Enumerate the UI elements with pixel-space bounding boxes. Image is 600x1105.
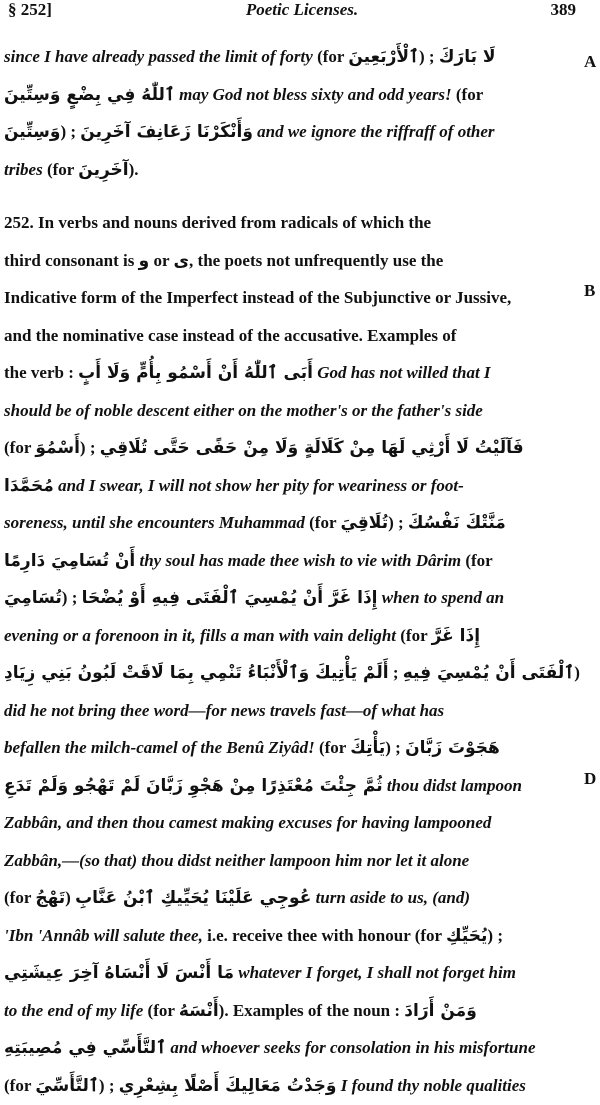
body-text: (for	[400, 625, 432, 645]
arabic-text: وَأَنْكَرْنَا زَعَانِفَ آخَرِينَ	[80, 122, 253, 142]
translation-text: Zabbân, and then thou camest making excuses for having lampooned	[4, 813, 492, 832]
text-line	[4, 879, 574, 917]
text-line	[4, 504, 574, 542]
text-line	[4, 804, 574, 842]
body-text: ) ;	[385, 738, 406, 757]
body-text: ) ;	[79, 438, 100, 457]
text-line	[4, 1067, 574, 1105]
arabic-text: يَأْتِكَ	[350, 738, 386, 758]
arabic-text: مُحَمَّدَا	[4, 475, 54, 496]
arabic-text: تُسَامِيَ	[4, 588, 62, 608]
arabic-text: هَجَوْتَ زَبَّانَ	[405, 738, 500, 758]
translation-text: thy soul has made thee wish to vie with Dârim	[135, 550, 466, 570]
body-text: (for	[318, 738, 351, 757]
text-line	[4, 242, 574, 280]
arabic-text: ٱلتَّأَسِّيَ	[35, 1075, 99, 1096]
arabic-text: ٱللّٰهُ فِي بِضْعٍ وَسِتِّينَ	[4, 84, 175, 105]
arabic-text: ٱلتَّأَسِّي فِي مُصِيبَتِهِ	[4, 1038, 167, 1058]
text-line	[4, 76, 574, 114]
body-text: ) ;	[60, 122, 81, 141]
text-line	[4, 729, 574, 767]
arabic-text: ٱلْفَتَى أَنْ يُمْسِيَ فِيهِ	[402, 663, 575, 683]
text-line	[4, 654, 580, 692]
translation-text: Zabbân,—(so that) thou didst neither lampoon him nor let it alone	[4, 850, 470, 870]
body-text: )	[574, 663, 580, 682]
text-line	[4, 992, 574, 1030]
body-text: )	[65, 888, 76, 907]
arabic-text: ى	[173, 250, 190, 271]
body-text: (for	[309, 513, 341, 532]
arabic-text: ٱلْأَرْبَعِينَ	[348, 47, 419, 67]
translation-text: 'Ibn 'Annâb will salute thee,	[4, 925, 208, 945]
arabic-text: وَسِتِّينَ	[4, 122, 61, 142]
body-text: (for	[455, 84, 484, 104]
translation-text: befallen the milch-camel of the Benû Ziyâd!	[4, 738, 319, 757]
body-text: i.e. receive thee with honour (for	[207, 925, 447, 945]
text-line	[4, 151, 574, 189]
text-line	[4, 317, 574, 355]
text-line	[4, 279, 574, 317]
arabic-text: أَنْ تُسَامِيَ دَارِمًا	[4, 550, 136, 571]
body-text: (for	[4, 1075, 36, 1095]
body-text: ). Examples of the noun :	[218, 1000, 405, 1020]
arabic-text: وَجَدْتُ مَعَالِيكَ أَصْلًا بِشِعْرِي	[118, 1075, 337, 1096]
arabic-text: ثُمَّ جِئْتَ مُعْتَذِرًا مِنْ هَجْوِ زَبَّانَ لَمْ تَهْجُو وَلَمْ تَدَعِ	[4, 775, 383, 796]
body-text: (for	[46, 159, 79, 179]
translation-text: evening or a forenoon in it, fills a man with vain delight	[4, 625, 401, 645]
translation-text: soreness, until she encounters Muhammad	[4, 513, 310, 532]
arabic-text: إِذَا غَرَّ أَنْ يُمْسِيَ ٱلْفَتَى فِيهِ أَوْ يُضْحَا	[81, 588, 378, 608]
translation-text: I found thy noble qualities	[336, 1075, 526, 1095]
arabic-text: فَآلَيْتُ لَا أَرْثِي لَهَا مِنْ كَلَالَةٍ وَلَا مِنْ حَفًى حَتَّى تُلَاقِي	[99, 438, 524, 458]
text-line	[4, 542, 574, 580]
body-text: (for	[465, 550, 493, 570]
arabic-text: وَمَنْ أَرَادَ	[404, 1000, 477, 1021]
body-text: Indicative form of the Imperfect instead of the Subjunctive or Jussive,	[4, 288, 512, 307]
text-line	[4, 467, 574, 505]
arabic-text: أَلَمْ يَأْتِيكَ وَٱلْأَنْبَاءُ تَنْمِي بِمَا لَاقَتْ لَبُونُ بَنِي زِيَادِ	[4, 663, 389, 683]
text-line	[4, 354, 574, 392]
body-text: (for	[4, 438, 36, 457]
body-text: ).	[128, 159, 139, 179]
translation-text: and we ignore the riffraff of other	[252, 122, 495, 141]
text-line	[4, 392, 574, 430]
arabic-text: أَسْمُوَ	[35, 438, 80, 458]
translation-text: whatever I forget, I shall not forget him	[233, 963, 516, 982]
text-line	[4, 767, 574, 805]
arabic-text: مَا أَنْسَ لَا أَنْسَاهُ آخِرَ عِيشَتِي	[4, 963, 234, 983]
translation-text: should be of noble descent either on the mother's or the father's side	[4, 400, 483, 420]
arabic-text: تَهْجُ	[35, 888, 66, 908]
text-line	[4, 617, 574, 655]
section-reference: § 252]	[8, 0, 52, 19]
margin-letter-b: B	[584, 281, 596, 300]
translation-text: when to spend an	[377, 588, 505, 607]
margin-letter-d: D	[584, 769, 597, 788]
text-line	[4, 429, 574, 467]
body-text: ) ;	[388, 513, 408, 532]
translation-text: God has not willed that I	[312, 363, 491, 382]
arabic-text: مَنَّتْكَ نَفْسُكَ	[407, 513, 506, 533]
translation-text: tribes	[4, 159, 47, 179]
body-text: ) ;	[419, 47, 439, 66]
body-text: 252. In verbs and nouns derived from radicals of which the	[4, 213, 432, 232]
body-text: ) ;	[61, 588, 82, 607]
translation-text: turn aside to us, (and)	[311, 888, 471, 907]
page-number: 389	[550, 0, 576, 19]
translation-text: and I swear, I will not show her pity for weariness or foot-	[53, 475, 464, 495]
translation-text: may God not bless sixty and odd years!	[174, 84, 456, 104]
margin-letter-a: A	[584, 52, 597, 71]
body-text: ;	[388, 663, 403, 682]
text-line	[4, 579, 574, 617]
arabic-text: إِذَا غَرَّ	[431, 625, 481, 646]
translation-text: thou didst lampoon	[382, 775, 522, 795]
body-text: the verb :	[4, 363, 79, 382]
body-text: (for	[317, 47, 349, 66]
arabic-text: يُحَيِّكِ	[446, 925, 488, 946]
text-line	[4, 842, 574, 880]
body-text: , the poets not unfrequently use the	[189, 250, 444, 270]
translation-text: did he not bring thee word—for news travels fast—of what has	[4, 700, 445, 720]
arabic-text: و	[138, 250, 150, 271]
text-line	[4, 113, 574, 151]
translation-text: to the end of my life	[4, 1000, 148, 1020]
text-line	[4, 917, 574, 955]
body-text: (for	[147, 1000, 179, 1020]
translation-text: and whoever seeks for consolation in his misfortune	[166, 1038, 536, 1057]
running-header	[4, 0, 600, 24]
page-body	[4, 38, 580, 1104]
body-text: or	[149, 250, 174, 270]
text-line	[4, 1029, 574, 1067]
text-line	[4, 38, 574, 76]
body-text: ) ;	[487, 925, 503, 945]
arabic-text: لَا بَارَكَ	[438, 47, 496, 67]
arabic-text: عُوجِي عَلَيْنَا يُحَيِّيكِ ٱبْنُ عَنَّابِ	[75, 888, 312, 908]
text-line	[4, 692, 574, 730]
body-text: and the nominative case instead of the accusative. Examples of	[4, 325, 457, 345]
arabic-text: أَنْسَهُ	[178, 1000, 219, 1021]
arabic-text: تُلَاقِيَ	[340, 513, 389, 533]
body-text: (for	[4, 888, 36, 907]
arabic-text: أَبَى ٱللّٰهُ أَنْ أَسْمُو بِأُمٍّ وَلَا أَبٍ	[78, 363, 313, 383]
translation-text: since I have already passed the limit of forty	[4, 47, 318, 66]
running-title: Poetic Licenses.	[245, 0, 359, 19]
body-text: third consonant is	[4, 250, 139, 270]
arabic-text: آخَرِينَ	[78, 159, 129, 180]
body-text: ) ;	[98, 1075, 119, 1095]
text-line	[4, 204, 574, 242]
text-line	[4, 954, 574, 992]
